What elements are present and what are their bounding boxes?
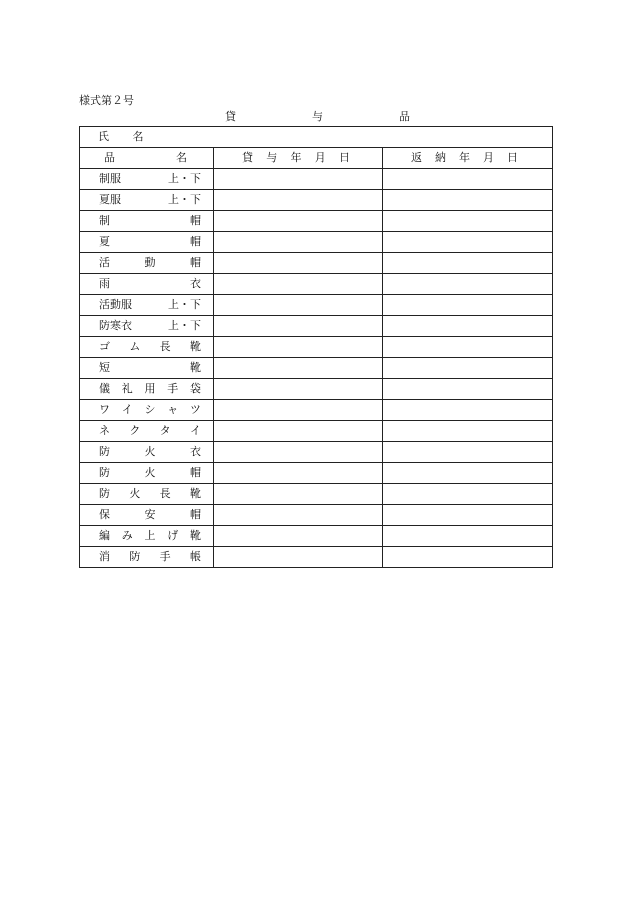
item-name-part: 夏: [99, 235, 110, 248]
item-name-part: 防: [129, 550, 141, 563]
item-name-part: タ: [159, 424, 171, 437]
item-name-part: 短: [99, 361, 110, 374]
form-number: 様式第２号: [79, 94, 134, 107]
item-name-part: 手: [167, 382, 179, 395]
item-row: [80, 400, 553, 421]
header-char: 日: [507, 151, 518, 164]
return-date-cell[interactable]: [383, 169, 553, 190]
header-char: 与: [266, 151, 278, 164]
lend-date-cell[interactable]: [214, 400, 383, 421]
item-name-part: 長: [159, 487, 171, 500]
item-name-cell: [80, 484, 214, 505]
lend-date-cell[interactable]: [214, 463, 383, 484]
header-char: 品: [104, 151, 115, 164]
item-name-cell: [80, 211, 214, 232]
header-char: 月: [314, 151, 326, 164]
return-date-header: [383, 148, 553, 169]
item-row: [80, 505, 553, 526]
item-name-part: 安: [144, 508, 156, 521]
item-name-part: 活動服: [99, 298, 132, 311]
item-name-part: ゴ: [99, 340, 110, 353]
item-row: [80, 169, 553, 190]
item-row: [80, 190, 553, 211]
lend-date-cell[interactable]: [214, 295, 383, 316]
return-date-cell[interactable]: [383, 400, 553, 421]
return-date-cell[interactable]: [383, 484, 553, 505]
item-name-part: 靴: [190, 361, 201, 374]
return-date-cell[interactable]: [383, 463, 553, 484]
item-name-part: 上・下: [168, 193, 201, 206]
item-name-part: 上: [144, 529, 156, 542]
title-char: 与: [312, 110, 323, 123]
item-name-part: 防: [99, 466, 110, 479]
lend-date-cell[interactable]: [214, 526, 383, 547]
item-name-part: 消: [99, 550, 110, 563]
item-name-part: 礼: [121, 382, 133, 395]
item-row: [80, 316, 553, 337]
item-name-part: 編: [99, 529, 110, 542]
item-name-cell: [80, 295, 214, 316]
header-char: 貸: [242, 151, 253, 164]
item-name-part: 帽: [190, 235, 201, 248]
item-name-part: 火: [129, 487, 141, 500]
item-name-cell: [80, 421, 214, 442]
item-name-cell: [80, 337, 214, 358]
name-field[interactable]: 氏 名: [80, 127, 553, 148]
item-row: [80, 463, 553, 484]
item-name-part: ャ: [167, 403, 179, 416]
item-name-part: 制服: [99, 172, 121, 185]
header-char: 納: [435, 151, 446, 164]
lend-date-cell[interactable]: [214, 505, 383, 526]
item-row: [80, 337, 553, 358]
return-date-cell[interactable]: [383, 358, 553, 379]
item-name-part: ネ: [99, 424, 110, 437]
return-date-cell[interactable]: [383, 295, 553, 316]
item-row: [80, 274, 553, 295]
item-row: [80, 442, 553, 463]
item-name-part: 活: [99, 256, 110, 269]
item-name-cell: [80, 169, 214, 190]
item-name-part: 帽: [190, 508, 201, 521]
item-name-header: [80, 148, 214, 169]
item-name-part: ク: [129, 424, 141, 437]
item-name-part: イ: [121, 403, 133, 416]
item-name-part: 制: [99, 214, 110, 227]
header-char: 返: [411, 151, 422, 164]
item-name-part: イ: [189, 424, 201, 437]
item-row: [80, 253, 553, 274]
lend-date-cell[interactable]: [214, 547, 383, 568]
item-name-part: 手: [159, 550, 171, 563]
lend-date-cell[interactable]: [214, 232, 383, 253]
item-name-part: 衣: [190, 445, 201, 458]
lend-date-cell[interactable]: [214, 358, 383, 379]
item-name-part: 動: [144, 256, 156, 269]
name-row: [80, 127, 553, 148]
lend-date-cell[interactable]: [214, 274, 383, 295]
item-name-cell: [80, 400, 214, 421]
item-name-part: 靴: [190, 529, 201, 542]
item-name-part: 長: [159, 340, 171, 353]
item-row: [80, 295, 553, 316]
header-char: 名: [176, 151, 187, 164]
lend-date-header: [214, 148, 383, 169]
item-row: [80, 484, 553, 505]
item-name-cell: [80, 358, 214, 379]
item-row: [80, 547, 553, 568]
item-name-part: 上・下: [168, 319, 201, 332]
item-name-cell: [80, 190, 214, 211]
item-name-part: 用: [144, 382, 156, 395]
title-char: 品: [399, 110, 410, 123]
item-name-cell: [80, 505, 214, 526]
item-name-part: 保: [99, 508, 110, 521]
return-date-cell[interactable]: [383, 505, 553, 526]
item-row: [80, 421, 553, 442]
lend-date-cell[interactable]: [214, 316, 383, 337]
item-name-part: 防: [99, 445, 110, 458]
document-title: [225, 110, 410, 124]
return-date-cell[interactable]: [383, 316, 553, 337]
header-row: [80, 148, 553, 169]
return-date-cell[interactable]: [383, 274, 553, 295]
header-char: 年: [290, 151, 302, 164]
lend-date-cell[interactable]: [214, 484, 383, 505]
return-date-cell[interactable]: [383, 190, 553, 211]
item-row: [80, 211, 553, 232]
header-char: 年: [459, 151, 470, 164]
item-name-cell: [80, 526, 214, 547]
item-name-cell: [80, 547, 214, 568]
item-name-part: シ: [144, 403, 156, 416]
item-name-part: 火: [144, 445, 156, 458]
item-name-part: 儀: [99, 382, 110, 395]
return-date-cell[interactable]: [383, 442, 553, 463]
item-name-cell: [80, 274, 214, 295]
return-date-cell[interactable]: [383, 253, 553, 274]
item-name-part: 夏服: [99, 193, 121, 206]
lend-date-cell[interactable]: [214, 442, 383, 463]
lend-date-cell[interactable]: [214, 253, 383, 274]
item-name-part: 上・下: [168, 298, 201, 311]
return-date-cell[interactable]: [383, 211, 553, 232]
item-name-part: 袋: [190, 382, 201, 395]
item-name-part: 帳: [189, 550, 201, 563]
lend-date-cell[interactable]: [214, 379, 383, 400]
lend-date-cell[interactable]: [214, 169, 383, 190]
return-date-cell[interactable]: [383, 547, 553, 568]
item-name-cell: [80, 316, 214, 337]
item-name-part: ワ: [99, 403, 110, 416]
item-name-part: ツ: [190, 403, 201, 416]
item-name-part: 衣: [190, 277, 201, 290]
item-name-part: 帽: [190, 466, 201, 479]
item-name-part: 防寒衣: [99, 319, 132, 332]
item-name-cell: [80, 463, 214, 484]
item-name-part: 帽: [190, 214, 201, 227]
item-name-part: げ: [167, 529, 179, 542]
item-name-cell: [80, 442, 214, 463]
header-char: 月: [483, 151, 494, 164]
item-name-part: み: [121, 529, 133, 542]
lending-ledger-table: [79, 126, 553, 568]
item-name-cell: [80, 379, 214, 400]
item-name-cell: [80, 253, 214, 274]
item-row: [80, 358, 553, 379]
item-name-part: ム: [129, 340, 141, 353]
lend-date-cell[interactable]: [214, 337, 383, 358]
return-date-cell[interactable]: [383, 421, 553, 442]
title-char: 貸: [225, 110, 236, 123]
item-row: [80, 379, 553, 400]
lend-date-cell[interactable]: [214, 190, 383, 211]
item-name-part: 雨: [99, 277, 110, 290]
lend-date-cell[interactable]: [214, 421, 383, 442]
item-name-part: 靴: [189, 487, 201, 500]
return-date-cell[interactable]: [383, 526, 553, 547]
item-name-part: 靴: [189, 340, 201, 353]
item-row: [80, 232, 553, 253]
lend-date-cell[interactable]: [214, 211, 383, 232]
item-name-part: 火: [144, 466, 156, 479]
header-char: 日: [339, 151, 350, 164]
return-date-cell[interactable]: [383, 379, 553, 400]
return-date-cell[interactable]: [383, 232, 553, 253]
item-name-part: 防: [99, 487, 110, 500]
item-name-part: 帽: [190, 256, 201, 269]
item-name-cell: [80, 232, 214, 253]
return-date-cell[interactable]: [383, 337, 553, 358]
item-row: [80, 526, 553, 547]
item-name-part: 上・下: [168, 172, 201, 185]
